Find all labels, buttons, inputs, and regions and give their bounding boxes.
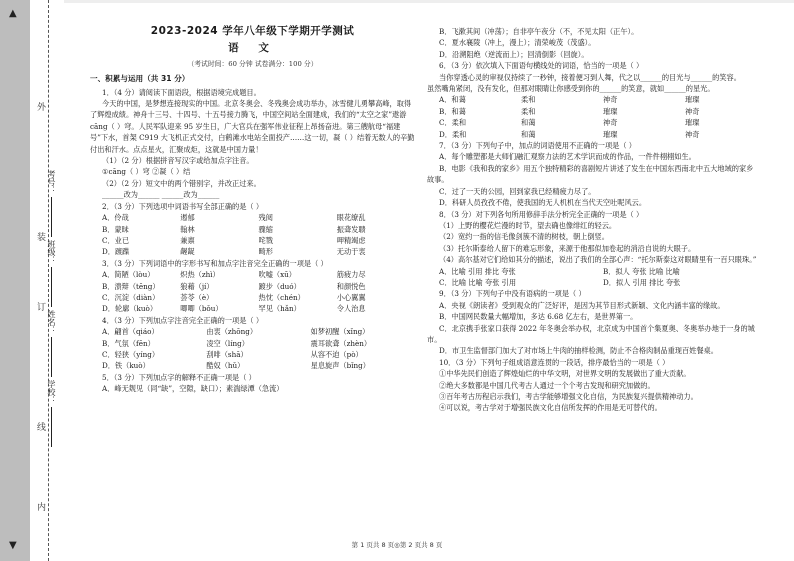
option: 神奇: [603, 118, 618, 128]
sentence: （1）上野的樱花烂漫的时节，望去确也像绯红的轻云。: [439, 220, 617, 230]
option-row: [90, 303, 415, 314]
right-column: [427, 26, 767, 414]
option: B．气氛（fēn）: [102, 338, 155, 348]
binding-mark-2: 装: [35, 232, 45, 242]
binding-mark-5: 内: [35, 502, 45, 512]
passage-line: 今天的中国，是梦想连接现实的中国。北京冬奥会、冬残奥会成功举办，冰雪健儿勇攀高峰，取得: [102, 99, 412, 109]
option: 筋疲力尽: [336, 270, 366, 280]
exam-title: 2023-2024 学年八年级下学期开学测试: [150, 25, 355, 37]
question-8: 8．（3 分）对下列各句所用修辞手法分析完全正确的一项是（ ）: [439, 209, 644, 219]
option: 令人治息: [336, 304, 366, 314]
option: 柔和: [521, 106, 536, 116]
option: 震耳欲聋（zhèn）: [310, 338, 372, 348]
option: C．北京携手张家口获得 2022 年冬奥会举办权，北京成为中国首个集夏奥、冬奥举办地于一身的城: [439, 323, 755, 333]
sentence: ④可以说，考古学对于增强民族文化自信所发挥的作用是无可替代的。: [439, 403, 662, 413]
question-10: 10．（3 分）下列句子组成语意连贯的一段话，排序最恰当的一项是（ ）: [439, 357, 670, 367]
question-3: 3．（3 分）下列词语中的字形书写和加点字注音完全正确的一项是（ ）: [102, 258, 328, 268]
option: D．科研人员孜孜不倦，使我国的无人机机在当代天空吐呢风云。: [439, 198, 647, 208]
option-row: [90, 212, 415, 223]
passage-line: 虽然嘴角紧闭，没有发化，但那对眼睛让你感受到你的______的笑意，就如______的星光。: [427, 84, 715, 94]
option-row: [90, 349, 415, 360]
option-row: [90, 269, 415, 280]
class-field[interactable]: [37, 240, 57, 307]
option: D．柔和: [439, 129, 467, 139]
option: C．业已: [102, 235, 130, 245]
option: B．和蔼: [439, 106, 466, 116]
option: 酷奴（hǔ）: [206, 361, 245, 371]
option: 残阅: [258, 213, 273, 223]
question-1: 1．（4 分）请阅读下面语段，根据语境完成题目。: [102, 87, 261, 97]
option: A．和蔼: [439, 95, 466, 105]
subquestion: （2）（2 分）短文中的两个错别字，并改正过来。: [102, 178, 261, 188]
option: 柔和: [521, 95, 536, 105]
passage-line: 付出和汗水。点点星火，汇聚成炬，这就是中国力量！: [90, 144, 263, 154]
passage-line: 了辉煌成绩。神舟十三号、十四号、十五号接力腾飞，中国空间站全面建成，我们的“太空之家”遨游: [90, 110, 407, 120]
page-footer: 第 1 页共 8 页◎第 2 页共 8 页: [351, 541, 443, 549]
top-border: [64, 0, 794, 3]
option: D．轮廓（kuò）: [102, 304, 158, 314]
sentence: ③百年考古历程启示我们，考古学能够增强文化自信，为民族复兴提供精神动力。: [439, 392, 698, 401]
option-row: [427, 117, 767, 128]
option-row: [90, 338, 415, 349]
binding-strip: [0, 0, 30, 561]
left-column: [90, 26, 415, 395]
option: 璀璨: [685, 118, 700, 128]
option: B．电影《我和我的家乡》用五个独特精彩的喜剧短片讲述了发生在中国东西南北中五大地域的家乡: [439, 163, 754, 173]
option: 咤戮: [258, 235, 273, 245]
question-7: 7．（3 分）下列句子中，加点的词语使用不正确的一项是（ ）: [439, 141, 636, 151]
option: 畸形: [258, 247, 273, 257]
option-row: [90, 235, 415, 246]
option: A．央视《朗读者》受到观众的广泛好评，是因为其节目形式新颖、文化内涵丰富的缘故。: [439, 300, 725, 310]
option-row: [90, 326, 415, 337]
option: D．铁（kuò）: [102, 361, 150, 371]
answer-blank-line[interactable]: ①cāng（ ）穹 ②凝（ ）结: [102, 167, 191, 177]
option: 神奇: [685, 129, 700, 139]
school-label: 学校：: [47, 380, 56, 404]
binding-mark-4: 线: [35, 422, 45, 432]
question-4: 4．（3 分）下列加点字注音完全正确的一项是（ ）: [102, 315, 264, 325]
option: 刮啡（shā）: [206, 349, 248, 359]
option: 罕见（hǎn）: [258, 304, 301, 314]
option: 炽热（zhì）: [180, 270, 220, 280]
binding-mark-3: 订: [35, 302, 45, 312]
option: 凌空（líng）: [206, 338, 249, 348]
class-label: 班级：: [47, 240, 56, 264]
option: D．拟人 引用 排比 夸张: [603, 277, 681, 287]
option: 神奇: [685, 106, 700, 116]
option: A．翩首（qiáo）: [102, 327, 159, 337]
option-row: [427, 106, 767, 117]
option: B．溃辩（tēng）: [102, 281, 160, 291]
option: C．柔和: [439, 118, 467, 128]
sentence: （4）高尔基对它们给如其分的描述，说出了我们的全部心声：“托尔斯泰这对眼睛里有一百只眼珠。”: [439, 255, 757, 265]
option: A．伶哉: [102, 213, 129, 223]
option: D．沿溯阻绝（逆流而上）；回清倒影（回旋）。: [439, 49, 589, 59]
option-cont: 故事。: [427, 175, 449, 185]
option: C．过了一天的公园，回到家我已经精疲力尽了。: [439, 186, 596, 196]
question-5: 5．（3 分）下列加点字的解释不正确一项是（ ）: [102, 372, 256, 382]
option: 从容不迫（pò）: [310, 349, 363, 359]
option: 璀璨: [603, 129, 618, 139]
sentence: ①中华先民们创造了辉煌灿烂的中华文明，对世界文明的发展做出了重大贡献。: [439, 369, 691, 379]
option: 热忱（chén）: [258, 292, 305, 302]
name-label: 姓名：: [47, 310, 56, 334]
passage-line: 当你穿透心灵的审视仅持续了一秒钟，接着便习到人舞，代之以______的目光与______的笑容。: [439, 72, 741, 82]
option: 璀璨: [603, 106, 618, 116]
exam-note: （考试时间：60 分钟 试卷满分：100 分）: [187, 59, 318, 68]
strip-mark-top: ▲: [9, 8, 17, 19]
option-row: [427, 129, 767, 140]
option-row: [90, 360, 415, 371]
question-2: 2．（3 分）下列选项中词语书写全部正确的是（ ）: [102, 201, 264, 211]
option: 由衷（zhōng）: [206, 327, 258, 337]
option-row: [90, 281, 415, 292]
option: A．简陋（lòu）: [102, 270, 155, 280]
option: 振聋发聩: [336, 224, 366, 234]
sentence: （2）宽约一指的信毛像剑簇不清的树枝，朝上倒竖。: [439, 232, 609, 242]
option: 龌龊: [180, 247, 195, 257]
passage-line: cāng（ ）穹。人民军队迎来 95 岁生日，广大官兵在强军伟业征程上昂扬奋进。第三艘航母“福建: [90, 121, 401, 131]
option: A．比喻 引用 排比 夸张: [439, 266, 516, 276]
option: C．轻狭（yíng）: [102, 349, 160, 359]
option: B．飞漱其间（冲荡）；自非亭午夜分（不，不见太阳（正午）。: [439, 27, 639, 36]
option: B．拟人 夸张 比喻 比喻: [603, 266, 680, 276]
section-heading: 一、积累与运用（共 31 分）: [90, 74, 190, 84]
sentence: ②绝大多数都是中国几代考古人通过一个个考古发现和研究加做的。: [439, 380, 655, 390]
option: 如梦初醒（xǐng）: [310, 327, 370, 337]
option: B．蒙昧: [102, 224, 129, 234]
option: 眼花缭乱: [336, 213, 366, 223]
option: 兼禀: [180, 235, 195, 245]
name-field[interactable]: [37, 310, 57, 377]
option-row: [427, 266, 767, 277]
sentence: （3）托尔斯泰给人留下的难忘形象，来源于他那似加卷起的消沿自说的大眼子。: [439, 243, 696, 253]
option: 唧唧（bǒu）: [180, 304, 223, 314]
option: 和蔼: [521, 129, 536, 139]
option: 骤缩: [258, 224, 273, 234]
option-row: [90, 246, 415, 257]
option: C．比喻 比喻 夸张 引用: [439, 277, 517, 287]
option: A．每个雕塑都是大师们融汇观察力法的艺术学识而成的作品，一件件栩栩如生。: [439, 152, 696, 162]
passage-line: 号”下水，首架 C919 大飞机正式交付，白鹤滩水电站全面投产……这一切，凝（ ）结着无数人的辛勤: [90, 133, 415, 143]
question-6: 6．（3 分）依次填入下面语句横线处的词语，恰当的一项是（ ）: [439, 61, 644, 71]
option: 璀璨: [685, 95, 700, 105]
option: 和颜悦色: [336, 281, 366, 291]
option: 吹嘘（xū）: [258, 270, 296, 280]
option: A．峰无觌见（同“缺”，空隙，缺口）；素湍绿潭（急流）: [102, 384, 284, 394]
option: C．夏水襄陵（冲上，漫上）；清荣峻茂（茂盛）。: [439, 38, 596, 48]
option: 小心翼翼: [336, 292, 366, 302]
option: D．市卫生监督部门加大了对市场上牛肉的抽样检测，防止不合格肉制品重现百姓餐桌。: [439, 346, 718, 356]
exam-number-field[interactable]: [37, 170, 57, 237]
option: 呷精竭虑: [336, 235, 366, 245]
option: 荟苓（è）: [180, 292, 214, 302]
question-9: 9．（3 分）下列句子中没有语病的一项是（ ）: [439, 289, 586, 299]
option: 翰林: [180, 224, 195, 234]
exam-subject: 语 文: [228, 42, 277, 55]
option-cont: 市。: [427, 334, 442, 344]
answer-blank-line[interactable]: ______改为______ ______改为______: [102, 190, 220, 200]
strip-mark-bottom: ▼: [9, 540, 17, 551]
option-row: [90, 292, 415, 303]
option: C．沉淀（diàn）: [102, 292, 160, 302]
option: 狼藉（jí）: [180, 281, 214, 291]
binding-mark-1: 外: [35, 102, 45, 112]
option: 星息旋声（bǐng）: [310, 361, 370, 371]
exam-number-label: 考号：: [47, 170, 56, 194]
option: 遏郁: [180, 213, 195, 223]
option: 无动于衷: [336, 247, 366, 257]
option: 神奇: [603, 95, 618, 105]
option: 踱步（duó）: [258, 281, 301, 291]
subquestion: （1）（2 分）根据拼音写汉字或给加点字注音。: [102, 156, 254, 166]
option-row: [427, 94, 767, 105]
school-field[interactable]: [37, 380, 57, 447]
option: 和蔼: [521, 118, 536, 128]
option-row: [90, 224, 415, 235]
option: D．踱蹀: [102, 247, 130, 257]
option: B．中国网民数量大幅增加，多达 6.68 亿左右，是世界第一。: [439, 312, 638, 322]
option-row: [427, 277, 767, 288]
